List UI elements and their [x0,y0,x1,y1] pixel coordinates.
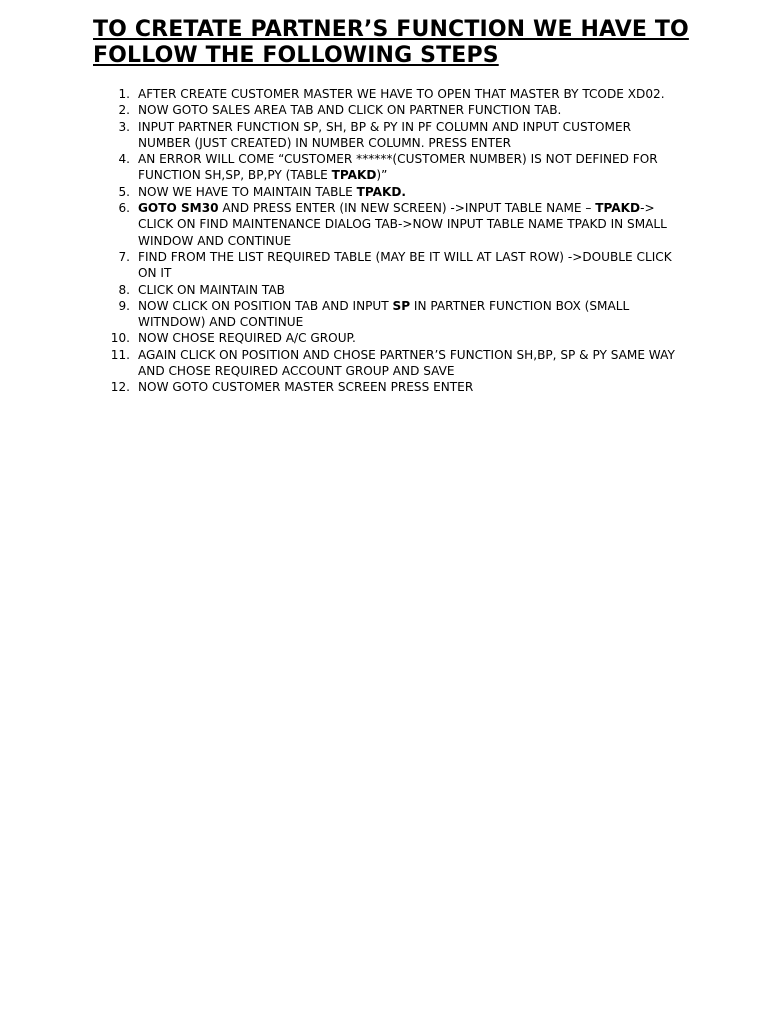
table-name-bold: TPAKD [331,168,377,183]
step-text: AN ERROR WILL COME “CUSTOMER ******(CUSTOMER NUMBER) IS NOT DEFINED FOR FUNCTION SH,SP, BP,PY (TABLE [138,152,658,183]
step-text: CLICK ON MAINTAIN TAB [138,282,285,297]
step-number: 8. [118,282,130,297]
list-item [104,200,679,249]
step-text: FIND FROM THE LIST REQUIRED TABLE (MAY BE IT WILL AT LAST ROW) ->DOUBLE CLICK ON IT [138,249,672,281]
step-text: AGAIN CLICK ON POSITION AND CHOSE PARTNER’S FUNCTION SH,BP, SP & PY SAME WAY AND CHOSE REQUIRED ACCOUNT GROUP AND SAVE [138,347,675,379]
step-number: 12. [110,380,130,395]
step-number: 5. [118,184,130,199]
step-number: 2. [118,103,130,118]
step-text: INPUT PARTNER FUNCTION SP, SH, BP & PY IN PF COLUMN AND INPUT CUSTOMER NUMBER (JUST CREATED) IN NUMBER COLUMN. PRESS ENTER [138,119,632,150]
step-text: NOW CHOSE REQUIRED A/C GROUP. [138,331,356,346]
list-item [104,119,679,152]
step-number: 9. [118,298,130,313]
step-text: NOW GOTO CUSTOMER MASTER SCREEN PRESS ENTER [138,380,474,395]
step-text: NOW GOTO SALES AREA TAB AND CLICK ON PARTNER FUNCTION TAB. [138,103,562,118]
step-number: 4. [118,152,130,167]
step-number: 10. [110,331,130,346]
list-item [104,102,679,118]
step-text: )” [376,168,388,183]
list-item [104,184,679,200]
step-text: -> CLICK ON FIND MAINTENANCE DIALOG TAB->NOW INPUT TABLE NAME TPAKD IN SMALL WINDOW AND CONTINUE [138,201,667,248]
list-item [104,151,679,184]
step-number: 6. [118,201,130,216]
list-item [104,282,679,298]
function-code-bold: SP [392,298,411,313]
step-text: IN PARTNER FUNCTION BOX (SMALL WITNDOW) AND CONTINUE [138,298,630,330]
step-number: 1. [118,87,130,101]
list-item [104,330,679,346]
steps-list [104,86,679,396]
tcode-bold: GOTO SM30 [138,201,219,216]
step-text: NOW WE HAVE TO MAINTAIN TABLE [138,184,357,199]
list-item [104,298,679,331]
step-number: 7. [118,249,130,264]
table-name-bold: TPAKD. [356,184,407,199]
list-item [104,379,679,395]
step-number: 3. [118,119,130,134]
list-item [104,347,679,380]
step-text: AFTER CREATE CUSTOMER MASTER WE HAVE TO OPEN THAT MASTER BY TCODE XD02. [138,87,665,101]
step-text: AND PRESS ENTER (IN NEW SCREEN) ->INPUT TABLE NAME – [218,201,596,216]
list-item [104,86,679,102]
step-text: NOW CLICK ON POSITION TAB AND INPUT [138,298,393,313]
list-item [104,249,679,282]
step-number: 11. [110,347,130,362]
table-name-bold: TPAKD [595,201,641,216]
document-title: TO CRETATE PARTNER’S FUNCTION WE HAVE TO FOLLOW THE FOLLOWING STEPS [93,17,689,68]
